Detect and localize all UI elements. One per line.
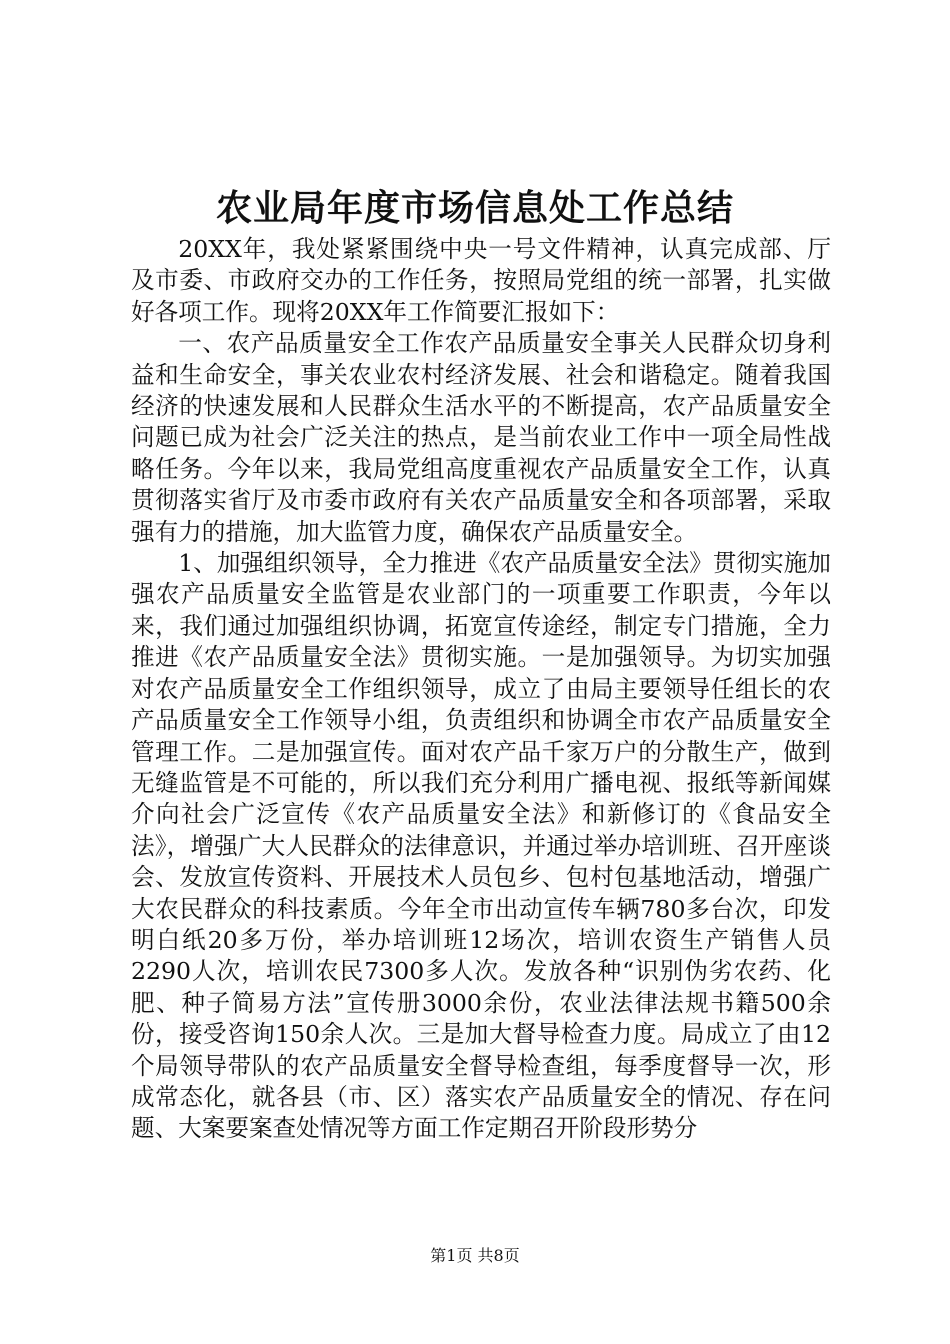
paragraph-section-1: 一、农产品质量安全工作农产品质量安全事关人民群众切身利益和生命安全，事关农业农村经济发展、社会和谐稳定。随着我国经济的快速发展和人民群众生活水平的不断提高，农产品质量安全问题已成为社会广泛关注的热点，是当前农业工作中一项全局性战略任务。今年以来，我局党组高度重视农产品质量安全工作，认真贯彻落实省厅及市委市政府有关农产品质量安全和各项部署，采取强有力的措施，加大监管力度，确保农产品质量安全。 bbox=[131, 329, 831, 546]
document-body bbox=[131, 234, 831, 1145]
document-title: 农业局年度市场信息处工作总结 bbox=[215, 187, 734, 229]
paragraph-item-1: 1、加强组织领导，全力推进《农产品质量安全法》贯彻实施加强农产品质量安全监管是农业部门的一项重要工作职责，今年以来，我们通过加强组织协调，拓宽宣传途经，制定专门措施，全力推进《农产品质量安全法》贯彻实施。一是加强领导。为切实加强对农产品质量安全工作组织领导，成立了由局主要领导任组长的农产品质量安全工作领导小组，负责组织和协调全市农产品质量安全管理工作。二是加强宣传。面对农产品千家万户的分散生产，做到无缝监管是不可能的，所以我们充分利用广播电视、报纸等新闻媒介向社会广泛宣传《农产品质量安全法》和新修订的《食品安全法》，增强广大人民群众的法律意识，并通过举办培训班、召开座谈会、发放宣传资料、开展技术人员包乡、包村包基地活动，增强广大农民群众的科技素质。今年全市出动宣传车辆780多台次，印发明白纸20多万份，举办培训班12场次，培训农资生产销售人员2290人次，培训农民7300多人次。发放各种“识别伪劣农药、化肥、种子简易方法”宣传册3000余份，农业法律法规书籍500余份，接受咨询150余人次。三是加大督导检查力度。局成立了由12个局领导带队的农产品质量安全督导检查组，每季度督导一次，形成常态化，就各县（市、区）落实农产品质量安全的情况、存在问题、大案要案查处情况等方面工作定期召开阶段形势分 bbox=[131, 549, 831, 1143]
paragraph-intro: 20XX年，我处紧紧围绕中央一号文件精神，认真完成部、厅及市委、市政府交办的工作任务，按照局党组的统一部署，扎实做好各项工作。现将20XX年工作简要汇报如下： bbox=[131, 235, 831, 326]
page-footer: 第1页 共8页 bbox=[430, 1246, 520, 1265]
